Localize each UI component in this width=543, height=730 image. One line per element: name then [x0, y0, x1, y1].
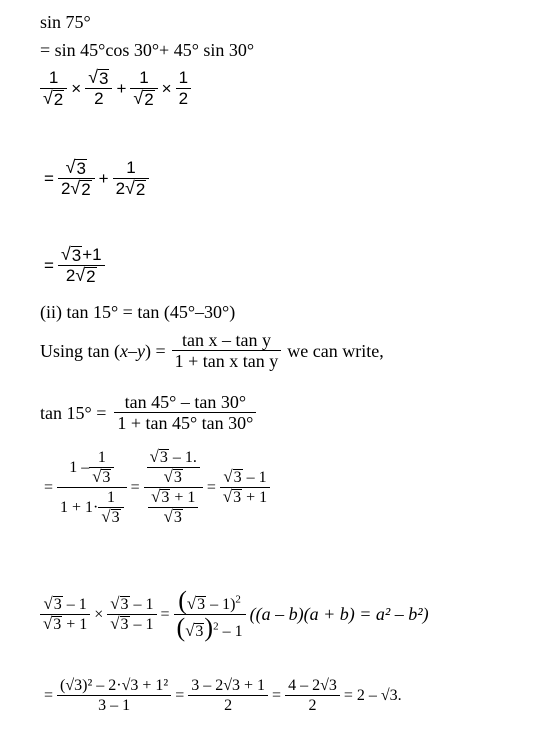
fraction: √ 3 +1 2 √ 2	[58, 245, 105, 286]
rationalization-step: √ 3 – 1 √ 3 + 1 × √ 3 – 1 √ 3 – 1 = ( √ 3 – 1)$^2$ ( √ 3 )$^2$ – 1 ((a – b)(a + b) = a² – b²)	[40, 588, 433, 641]
fraction: $\frac{\tan 45^\circ - \tan 30^\circ}{1 + \tan 45^\circ \tan 30^\circ}$	[114, 392, 256, 433]
fraction: √ 3 2	[85, 68, 112, 109]
tan15-simplification: = 1 – 1 √ 3 1 + 1· 1 √ 3 = √ 3 – 1. √ 3 √ 3 + 1 √ 3 = √ 3 – 1 √ 3 + 1	[40, 448, 270, 527]
fraction: √ 3 2 √ 2	[58, 158, 95, 199]
heading-sin75: sin 75°	[40, 12, 91, 32]
fraction: ( √ 3 – 1)$^2$ ( √ 3 )$^2$ – 1	[174, 588, 246, 641]
fraction: $\frac{\text{tan x – tan y}}{\text{1 + tan x tan y}}$	[172, 330, 282, 371]
fraction: $\frac{3 - 2√3 + 1}{2}$	[188, 676, 268, 715]
compound-fraction: 1 – 1 √ 3 1 + 1· 1 √ 3	[57, 448, 127, 527]
fraction: 1 √ 2	[130, 68, 157, 109]
fraction: √ 3 – 1 √ 3 – 1	[107, 595, 156, 634]
product-sum-expression: 1 √ 2 × √ 3 2 + 1 √ 2 × $\frac{1}{2}$	[40, 68, 191, 109]
fraction: 1 2 √ 2	[113, 158, 150, 199]
fraction: $\frac{\text{(√3)² – 2·√3 + 1²}}{3 - 1}$	[57, 676, 171, 715]
simplified-sum: = √ 3 2 √ 2 + 1 2 √ 2	[40, 158, 149, 199]
compound-fraction: √ 3 – 1. √ 3 √ 3 + 1 √ 3	[144, 448, 203, 527]
part-ii-heading: (ii) tan 15° = tan (45°–30°)	[40, 302, 236, 322]
sin75-result: = √ 3 +1 2 √ 2	[40, 245, 105, 286]
expansion-line: = sin 45°cos 30°+ 45° sin 30°	[40, 40, 255, 60]
fraction: √ 3 – 1 √ 3 + 1	[220, 468, 270, 507]
final-result: = $\frac{\text{(√3)² – 2·√3 + 1²}}{3 - 1}$ = $\frac{3 - 2√3 + 1}{2}$ = $\frac{4 - 2√3}{2}$ = 2 – √3.	[44, 677, 402, 714]
fraction: $\frac{4 - 2√3}{2}$	[285, 676, 340, 715]
fraction: 1 √ 2	[40, 68, 67, 109]
tan15-substitution: tan 15° = $\frac{\tan 45^\circ - \tan 30^\circ}{1 + \tan 45^\circ \tan 30^\circ}$	[40, 392, 256, 433]
fraction: √ 3 – 1 √ 3 + 1	[40, 595, 90, 634]
fraction: $\frac{1}{2}$	[176, 68, 191, 109]
tan-difference-formula: Using tan ( x–y ) = $\frac{\text{tan x – tan y}}{\text{1 + tan x tan y}}$ we can write,	[40, 330, 384, 371]
